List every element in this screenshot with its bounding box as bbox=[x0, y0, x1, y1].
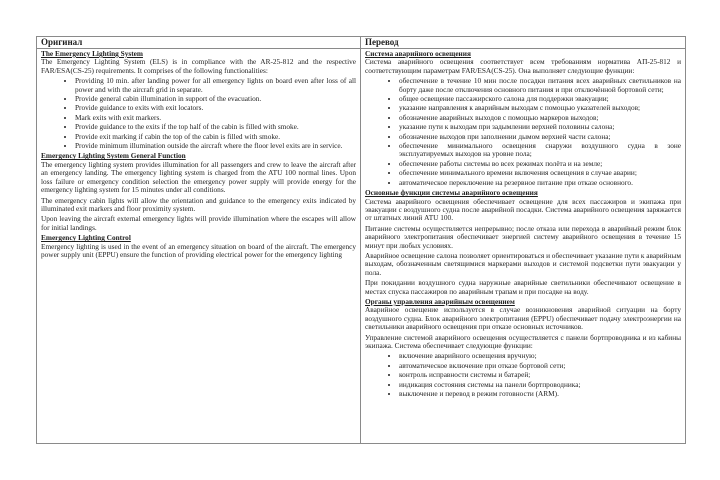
section-title: Система аварийного освещения bbox=[365, 49, 471, 58]
paragraph: Управление системой аварийного освещения осуществляется с панели бортпроводника и из кабины экипажа. Система обеспечивает следующие функции: bbox=[365, 332, 681, 350]
list-item: • автоматическое включение при отказе бортовой сети; bbox=[399, 362, 681, 370]
list-item: • выключение и перевод в режим готовности (ARM). bbox=[399, 390, 681, 398]
list-item: • Providing 10 min. after landing power for all emergency lights on board even after loss of all power and with the aircraft grid in separate. bbox=[75, 77, 356, 94]
section-title: Emergency Lighting System General Function bbox=[41, 151, 186, 161]
list-item: • Provide guidance to exits with exit locators. bbox=[75, 104, 356, 112]
list-item: • обеспечение минимального освещения снаружи воздушного судна в зоне эксплуатируемых выходов на уровне пола; bbox=[399, 142, 681, 159]
section-title: The Emergency Lighting System bbox=[41, 49, 143, 58]
list-item: • указание пути к выходам при задымлении верхней половины салона; bbox=[399, 123, 681, 131]
list-item: • обеспечение в течение 10 мин после посадки питания всех аварийных светильников на борту даже после отключения основного питания и при отключённой бортовой сети; bbox=[399, 77, 681, 94]
list-item: • общее освещение пассажирского салона для поддержки эвакуации; bbox=[399, 95, 681, 103]
section-title: Основные функции системы аварийного освещения bbox=[365, 188, 538, 198]
list-item: • указание направления к аварийным выходам с помощью указателей выходов; bbox=[399, 104, 681, 112]
translation-column bbox=[361, 37, 685, 443]
list-item: • обозначение аварийных выходов с помощью маркеров выходов; bbox=[399, 114, 681, 122]
list-item: • включение аварийного освещения вручную; bbox=[399, 352, 681, 360]
section-title: Emergency Lighting Control bbox=[41, 233, 131, 243]
list-item: • Mark exits with exit markers. bbox=[75, 114, 356, 122]
list-item: • контроль исправности системы и батарей; bbox=[399, 371, 681, 379]
paragraph: The Emergency Lighting System (ELS) is in compliance with the AR-25-812 and the respective FAR/ESA(CS-25) requirements. It comprises of the following functionalities: bbox=[41, 57, 356, 75]
paragraph: Upon leaving the aircraft external emergency lights will provide illumination where the escapes will allow for initial landings. bbox=[41, 214, 356, 232]
paragraph: При покидании воздушного судна наружные аварийные светильники обеспечивают освещение в местах спуска пассажиров по аварийным трапам и при посадке на воду. bbox=[365, 278, 681, 296]
bullet-list bbox=[41, 77, 356, 150]
list-item: • Provide minimum illumination outside the aircraft where the floor level exits are in service. bbox=[75, 142, 356, 150]
list-item: • индикация состояния системы на панели бортпроводника; bbox=[399, 381, 681, 389]
paragraph: The emergency lighting system provides illumination for all passengers and crew to leave the aircraft after an emergency landing. The emergency lighting system is charged from the ATU 100 normal lines. Upon loss failure or emergency condition selection the emergency power supply will provide energy for the emergency lighting system for 15 minutes under all conditions. bbox=[41, 159, 356, 195]
section-title: Органы управления аварийным освещением bbox=[365, 296, 515, 306]
bullet-list bbox=[365, 77, 681, 187]
paragraph: Emergency lighting is used in the event of an emergency situation on board of the aircraft. The emergency power supply unit (EPPU) ensure the function of providing electrical power for the emergency lighting bbox=[41, 241, 356, 259]
paragraph: Питание системы осуществляется непрерывно; после отказа или перехода в аварийный режим блок аварийного электропитания обеспечивает энергией систему аварийного освещения в течение 15 минут при любых условиях. bbox=[365, 223, 681, 250]
paragraph: Аварийное освещение используется в случае возникновения аварийной ситуации на борту воздушного судна. Блок аварийного электропитания (EPPU) обеспечивает подачу электроэнергии на светильники аварийного освещения при отказе основных источников. bbox=[365, 305, 681, 332]
list-item: • Provide guidance to the exits if the top half of the cabin is filled with smoke. bbox=[75, 123, 356, 131]
paragraph: The emergency cabin lights will allow the orientation and guidance to the emergency exits indicated by illuminated exit markers and floor proximity system. bbox=[41, 195, 356, 213]
list-item: • автоматическое переключение на резервное питание при отказе основного. bbox=[399, 179, 681, 187]
paragraph: Аварийное освещение салона позволяет ориентироваться и обеспечивает указание пути к аварийным выходам, обозначенным светящимися маркерами выходов и системой подсветки пути эвакуации у пола. bbox=[365, 250, 681, 277]
list-item: • обозначение выходов при заполнении дымом верхней части салона; bbox=[399, 133, 681, 141]
translation-column-header: Перевод bbox=[361, 37, 685, 49]
bilingual-document-table bbox=[36, 36, 686, 444]
list-item: • обеспечение минимального времени включения освещения в случае аварии; bbox=[399, 169, 681, 177]
bullet-list bbox=[365, 352, 681, 398]
list-item: • Provide general cabin illumination in support of the evacuation. bbox=[75, 95, 356, 103]
list-item: • Provide exit marking if cabin the top of the cabin is filled with smoke. bbox=[75, 133, 356, 141]
original-column bbox=[37, 37, 361, 443]
paragraph: Система аварийного освещения соответствует всем требованиям норматива АП-25-812 и соответствующим параметрам FAR/ESA(CS-25). Она выполняет следующие функции: bbox=[365, 57, 681, 75]
original-column-header: Оригинал bbox=[37, 37, 360, 49]
paragraph: Система аварийного освещения обеспечивает освещение для всех пассажиров и экипажа при эвакуации с воздушного судна после аварийной посадки. Система аварийного освещения заряжается от штатных линий АТU 100. bbox=[365, 196, 681, 223]
list-item: • обеспечение работы системы во всех режимах полёта и на земле; bbox=[399, 160, 681, 168]
